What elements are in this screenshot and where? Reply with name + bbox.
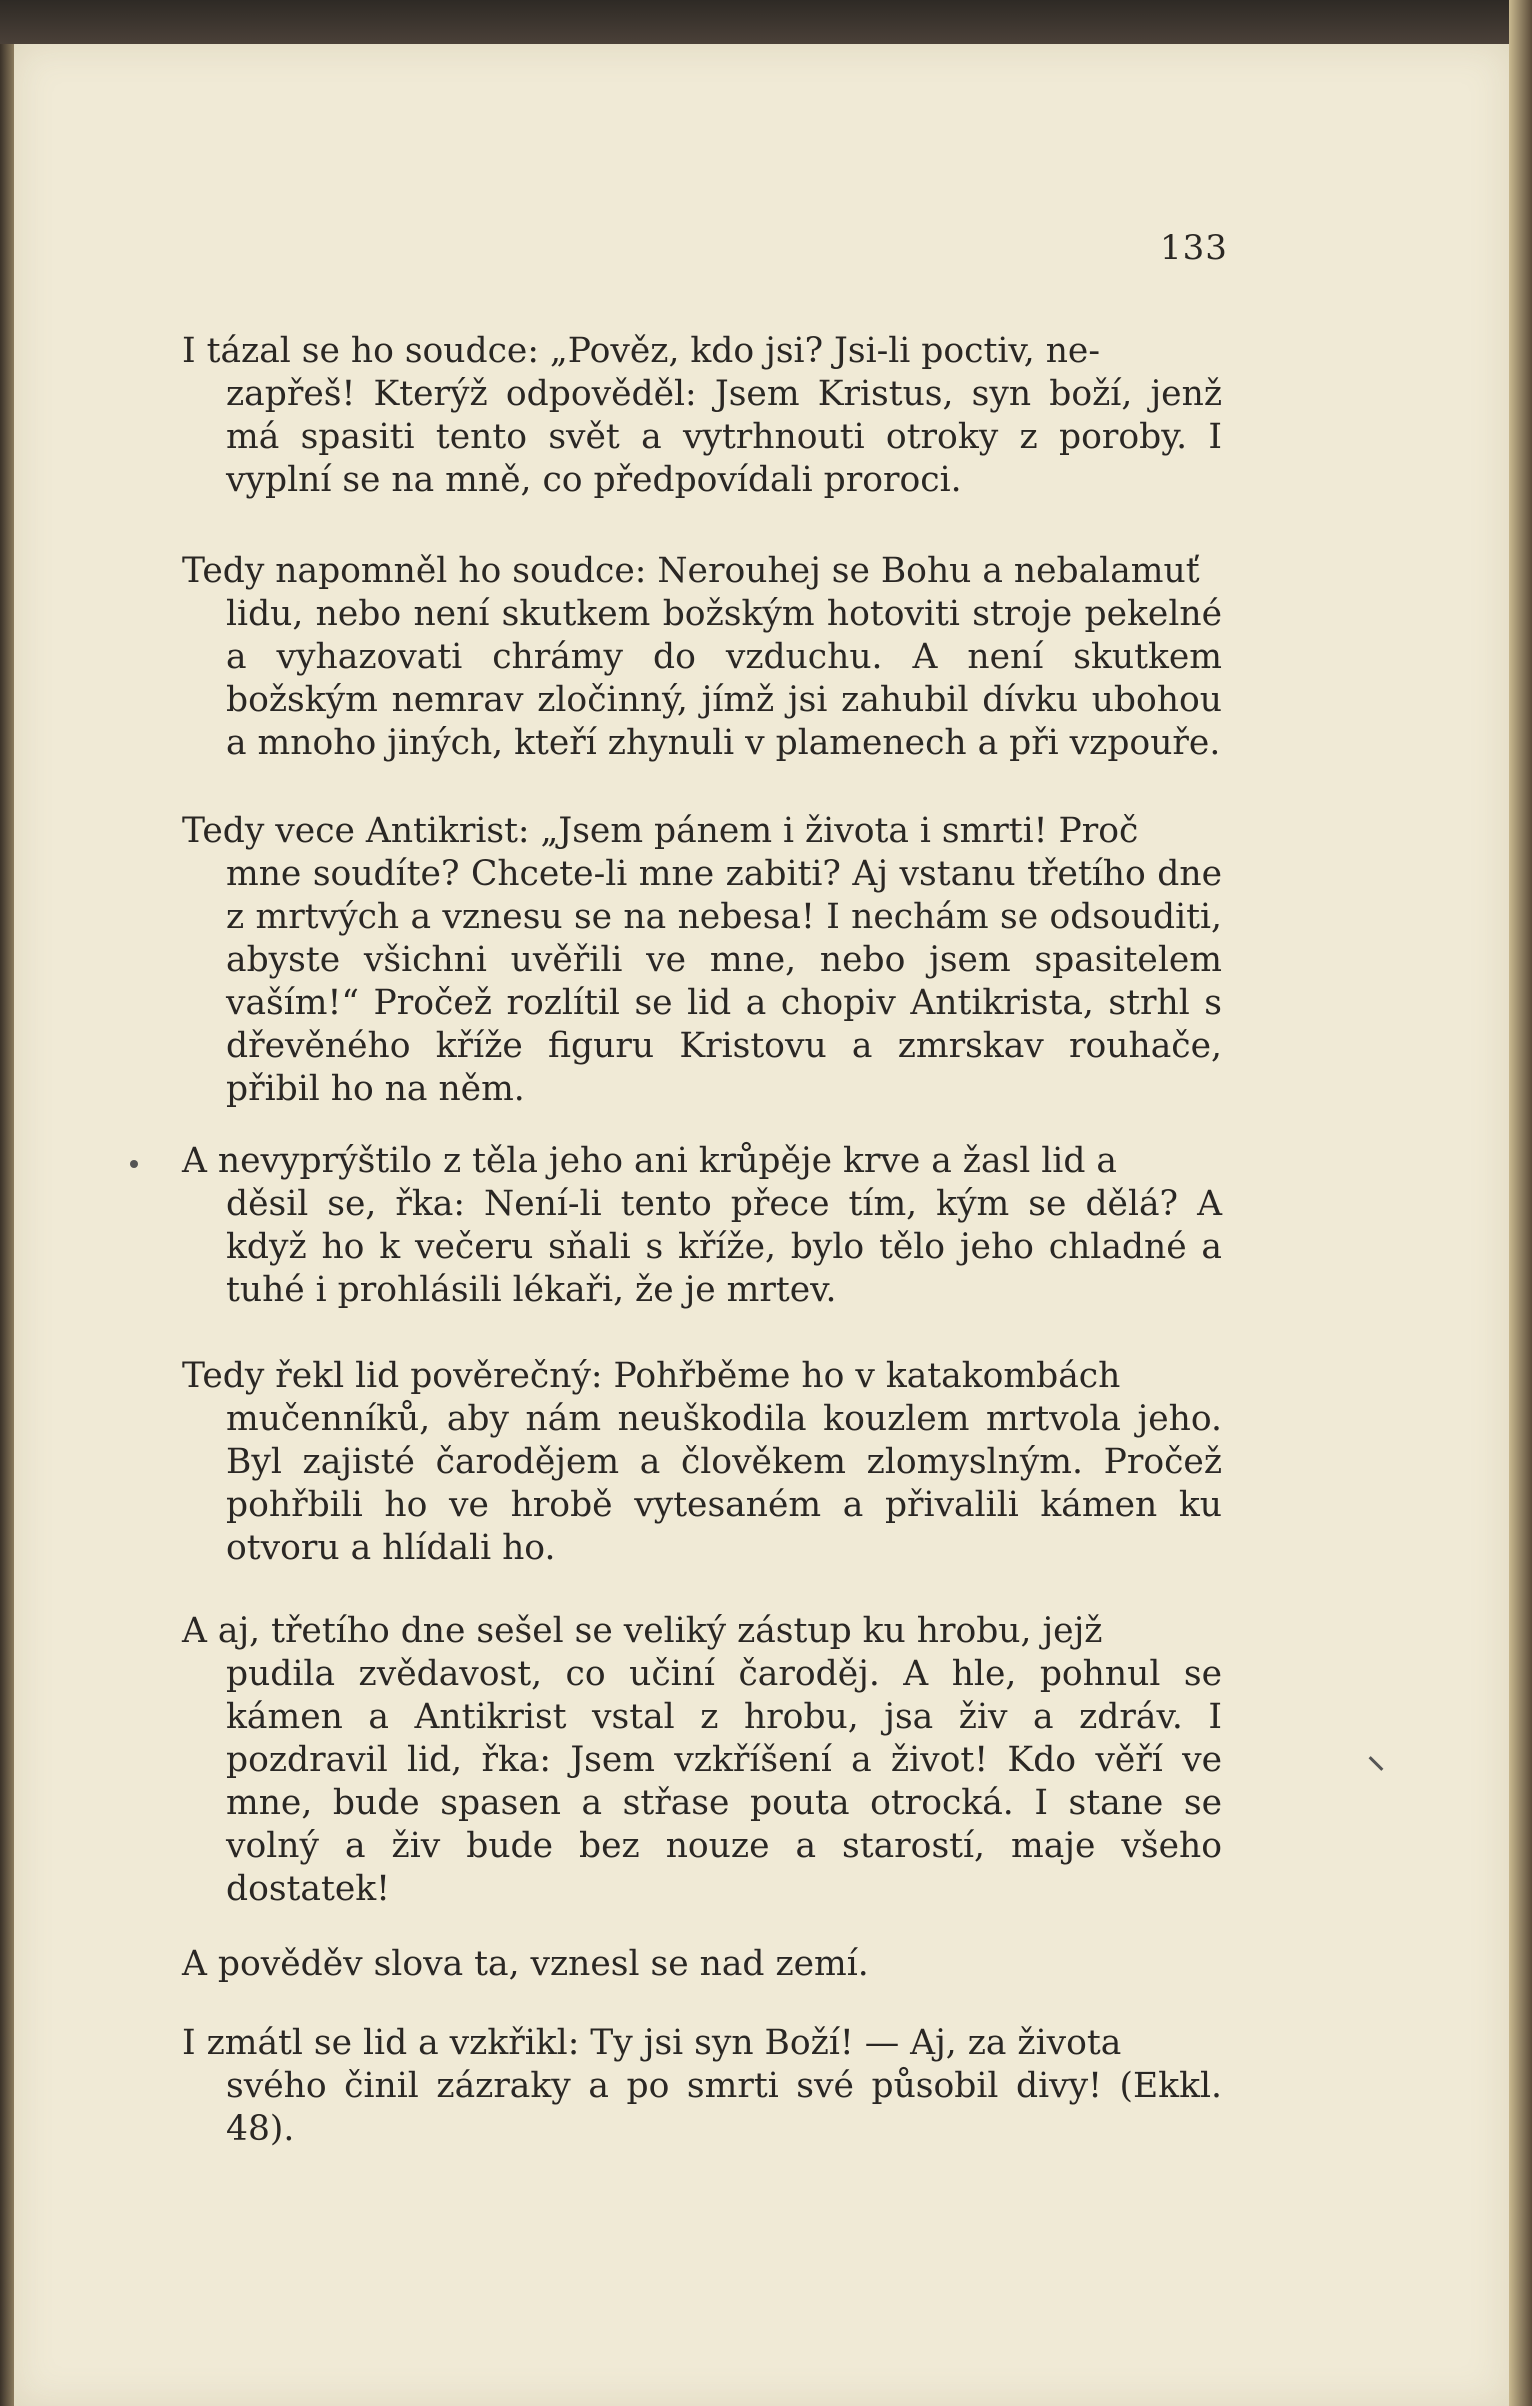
paragraph-6-first-line: A aj, třetího dne sešel se veliký zástup ku hrobu, jejž <box>182 1611 1103 1651</box>
paragraph-8 <box>182 2022 1222 2151</box>
paragraph-6 <box>182 1610 1222 1911</box>
scan-left-edge <box>0 44 14 2406</box>
paragraph-1-rest: zapřeš! Kterýž odpověděl: Jsem Kristus, syn boží, jenž má spasiti tento svět a vytrhnouti otroky z poroby. I vyplní se na mně, co předpovídali proroci. <box>226 374 1222 500</box>
scan-top-border <box>0 0 1532 44</box>
paragraph-4 <box>182 1140 1222 1312</box>
paragraph-3-first-line: Tedy vece Antikrist: „Jsem pánem i života i smrti! Proč <box>182 811 1139 851</box>
paragraph-7 <box>182 1943 1222 1986</box>
paragraph-8-rest: svého činil zázraky a po smrti své působil divy! (Ekkl. 48). <box>226 2066 1222 2149</box>
paragraph-5 <box>182 1355 1222 1570</box>
paragraph-2 <box>182 550 1222 765</box>
scan-right-edge <box>1509 0 1532 2406</box>
page-number: 133 <box>1160 228 1228 268</box>
paragraph-6-rest: pudila zvědavost, co učiní čaroděj. A hle, pohnul se kámen a Antikrist vstal z hrobu, jsa živ a zdráv. I pozdravil lid, řka: Jsem vzkříšení a život! Kdo věří ve mne, bude spasen a střase pouta otrocká. I stane se volný a živ bude bez nouze a starostí, maje všeho dostatek! <box>226 1654 1222 1909</box>
paragraph-5-rest: mučenníků, aby nám neuškodila kouzlem mrtvola jeho. Byl zajisté čarodějem a člověkem zlomyslným. Pročež pohřbili ho ve hrobě vytesaném a přivalili kámen ku otvoru a hlídali ho. <box>226 1399 1222 1568</box>
paragraph-5-first-line: Tedy řekl lid pověrečný: Pohřběme ho v katakombách <box>182 1356 1121 1396</box>
paragraph-3-rest: mne soudíte? Chcete-li mne zabiti? Aj vstanu třetího dne z mrtvých a vznesu se na nebesa! I nechám se odsouditi, abyste všichni uvěřili ve mne, nebo jsem spasitelem vaším!“ Pročež rozlítil se lid a chopiv Antikrista, strhl s dřevěného kříže figuru Kristovu a zmrskav rouhače, přibil ho na něm. <box>226 854 1222 1109</box>
paragraph-8-first-line: I zmátl se lid a vzkřikl: Ty jsi syn Boží! — Aj, za života <box>182 2023 1122 2063</box>
paragraph-2-first-line: Tedy napomněl ho soudce: Nerouhej se Bohu a nebalamuť <box>182 551 1200 591</box>
paragraph-4-rest: děsil se, řka: Není-li tento přece tím, kým se dělá? A když ho k večeru sňali s kříže, bylo tělo jeho chladné a tuhé i prohlásili lékaři, že je mrtev. <box>226 1184 1222 1310</box>
paragraph-2-rest: lidu, nebo není skutkem božským hotoviti stroje pekelné a vyhazovati chrámy do vzduchu. A není skutkem božským nemrav zločinný, jímž jsi zahubil dívku ubohou a mnoho jiných, kteří zhynuli v plamenech a při vzpouře. <box>226 594 1222 763</box>
paragraph-3 <box>182 810 1222 1111</box>
margin-bullet-mark <box>130 1160 138 1168</box>
paragraph-1-first-line: I tázal se ho soudce: „Pověz, kdo jsi? Jsi-li poctiv, ne- <box>182 331 1100 371</box>
paragraph-7-first-line: A pověděv slova ta, vznesl se nad zemí. <box>182 1944 869 1984</box>
paragraph-4-first-line: A nevyprýštilo z těla jeho ani krůpěje krve a žasl lid a <box>182 1141 1117 1181</box>
paragraph-1 <box>182 330 1222 502</box>
